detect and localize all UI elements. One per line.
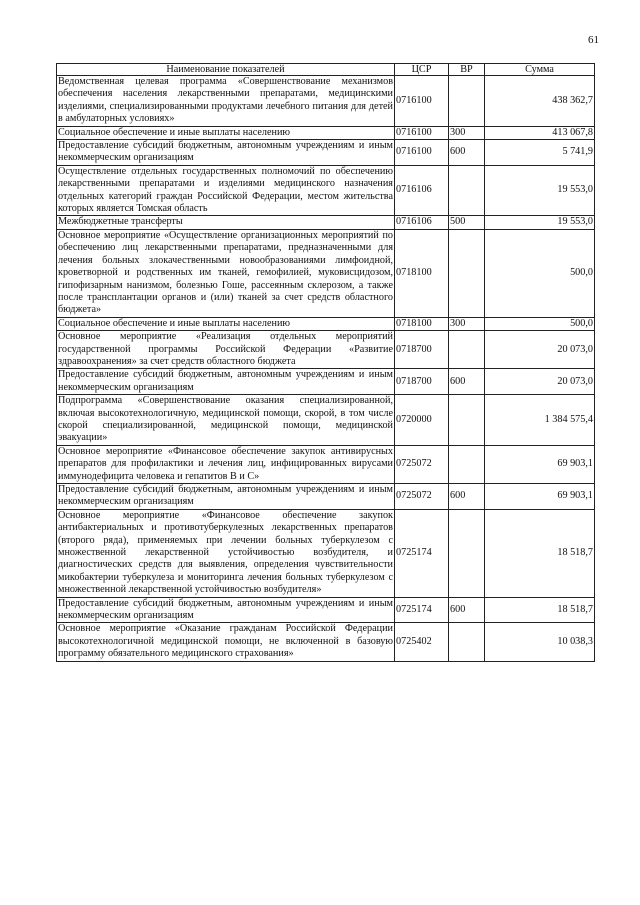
table-row xyxy=(57,140,595,166)
cell-vr: 500 xyxy=(449,216,485,229)
cell-csr: 0716100 xyxy=(395,140,449,166)
cell-sum: 1 384 575,4 xyxy=(485,395,595,446)
cell-vr xyxy=(449,509,485,597)
header-name: Наименование показателей xyxy=(57,64,395,76)
cell-name: Основное мероприятие «Финансовое обеспечение закупок антивирусных препаратов для профилактики и лечения лиц, инфицированных вирусами иммунодефицита человека и гепатитов В и С» xyxy=(58,445,393,482)
header-csr: ЦСР xyxy=(395,64,449,76)
table-row xyxy=(57,369,595,395)
page-number: 61 xyxy=(588,34,599,46)
cell-csr: 0718700 xyxy=(395,369,449,395)
table-body xyxy=(57,76,595,662)
cell-vr xyxy=(449,445,485,483)
cell-name: Социальное обеспечение и иные выплаты населению xyxy=(57,317,395,330)
cell-name: Социальное обеспечение и иные выплаты населению xyxy=(57,126,395,139)
cell-sum: 19 553,0 xyxy=(485,165,595,216)
cell-vr xyxy=(449,331,485,369)
table-row xyxy=(57,395,595,446)
cell-sum: 18 518,7 xyxy=(485,597,595,623)
header-sum: Сумма xyxy=(485,64,595,76)
cell-vr xyxy=(449,395,485,446)
table-row xyxy=(57,484,595,510)
cell-name: Основное мероприятие «Оказание гражданам Российской Федерации высокотехнологичной медицинской помощи, не включенной в базовую программу обязательного медицинского страхования» xyxy=(58,623,393,660)
table-row xyxy=(57,229,595,317)
cell-vr: 600 xyxy=(449,369,485,395)
cell-csr: 0718700 xyxy=(395,331,449,369)
cell-vr xyxy=(449,623,485,661)
cell-name: Основное мероприятие «Реализация отдельных мероприятий государственной программы Российской Федерации «Развитие здравоохранения» за счет средств областного бюджета xyxy=(58,331,393,367)
cell-csr: 0716106 xyxy=(395,165,449,216)
cell-sum: 5 741,9 xyxy=(485,140,595,166)
table-row xyxy=(57,597,595,623)
cell-csr: 0725072 xyxy=(395,484,449,510)
cell-sum: 20 073,0 xyxy=(485,331,595,369)
table-row xyxy=(57,165,595,216)
cell-csr: 0716106 xyxy=(395,216,449,229)
cell-vr: 300 xyxy=(449,317,485,330)
cell-sum: 69 903,1 xyxy=(485,484,595,510)
cell-sum: 19 553,0 xyxy=(485,216,595,229)
budget-table xyxy=(56,63,595,662)
cell-name: Основное мероприятие «Осуществление организационных мероприятий по обеспечению лиц лекарственными препаратами, предназначенными для лечения больных злокачественными новообразованиями лимфоидной, кроветворной и родственных им тканей, гемофилией, муковисцидозом, гипофизарным нанизмом, болезнью Гоше, рассеянным склерозом, а также после трансплантации органов и (или) тканей за счет средств областного бюджета» xyxy=(58,229,393,316)
table-row xyxy=(57,623,595,661)
cell-vr xyxy=(449,76,485,127)
cell-sum: 10 038,3 xyxy=(485,623,595,661)
table-row xyxy=(57,126,595,139)
cell-vr xyxy=(449,229,485,317)
cell-name: Предоставление субсидий бюджетным, автономным учреждениям и иным некоммерческим организациям xyxy=(58,484,393,508)
header-vr: ВР xyxy=(449,64,485,76)
cell-sum: 500,0 xyxy=(485,317,595,330)
cell-sum: 438 362,7 xyxy=(485,76,595,127)
table-row xyxy=(57,445,595,483)
cell-vr: 300 xyxy=(449,126,485,139)
cell-name: Основное мероприятие «Финансовое обеспечение закупок антибактериальных и противотуберкулезных лекарственных препаратов (второго ряда), применяемых при лечении больных туберкулезом с множественной лекарственной устойчивостью возбудителя, и диагностических средств для выявления, определения чувствительности микобактерии туберкулеза и мониторинга лечения больных туберкулезом с множественной лекарственной устойчивостью возбудителя» xyxy=(58,509,393,596)
cell-sum: 500,0 xyxy=(485,229,595,317)
cell-csr: 0718100 xyxy=(395,317,449,330)
cell-csr: 0725072 xyxy=(395,445,449,483)
cell-sum: 20 073,0 xyxy=(485,369,595,395)
cell-vr: 600 xyxy=(449,597,485,623)
cell-name: Межбюджетные трансферты xyxy=(57,216,395,229)
cell-sum: 69 903,1 xyxy=(485,445,595,483)
cell-vr: 600 xyxy=(449,140,485,166)
cell-name: Предоставление субсидий бюджетным, автономным учреждениям и иным некоммерческим организациям xyxy=(58,140,393,164)
cell-csr: 0720000 xyxy=(395,395,449,446)
table-row xyxy=(57,76,595,127)
cell-csr: 0716100 xyxy=(395,76,449,127)
table-row xyxy=(57,216,595,229)
cell-name: Предоставление субсидий бюджетным, автономным учреждениям и иным некоммерческим организациям xyxy=(58,597,393,622)
cell-name: Подпрограмма «Совершенствование оказания специализированной, включая высокотехнологичную, медицинской помощи, скорой, в том числе скорой специализированной, медицинской помощи, медицинской эвакуации» xyxy=(58,395,393,444)
cell-vr: 600 xyxy=(449,484,485,510)
cell-csr: 0718100 xyxy=(395,229,449,317)
table-row xyxy=(57,331,595,369)
table-header-row xyxy=(57,64,595,76)
cell-name: Ведомственная целевая программа «Совершенствование механизмов обеспечения населения лекарственными препаратами, медицинскими изделиями, специализированными продуктами лечебного питания для детей в амбулаторных условиях» xyxy=(58,76,393,125)
cell-name: Осуществление отдельных государственных полномочий по обеспечению лекарственными препаратами и изделиями медицинского назначения отдельных категорий граждан Российской Федерации, местом жительства которых является Томская область xyxy=(58,165,393,215)
cell-csr: 0725174 xyxy=(395,509,449,597)
cell-vr xyxy=(449,165,485,216)
table-row xyxy=(57,317,595,330)
cell-csr: 0725402 xyxy=(395,623,449,661)
cell-sum: 413 067,8 xyxy=(485,126,595,139)
cell-sum: 18 518,7 xyxy=(485,509,595,597)
cell-name: Предоставление субсидий бюджетным, автономным учреждениям и иным некоммерческим организациям xyxy=(58,369,393,393)
cell-csr: 0725174 xyxy=(395,597,449,623)
table-row xyxy=(57,509,595,597)
cell-csr: 0716100 xyxy=(395,126,449,139)
